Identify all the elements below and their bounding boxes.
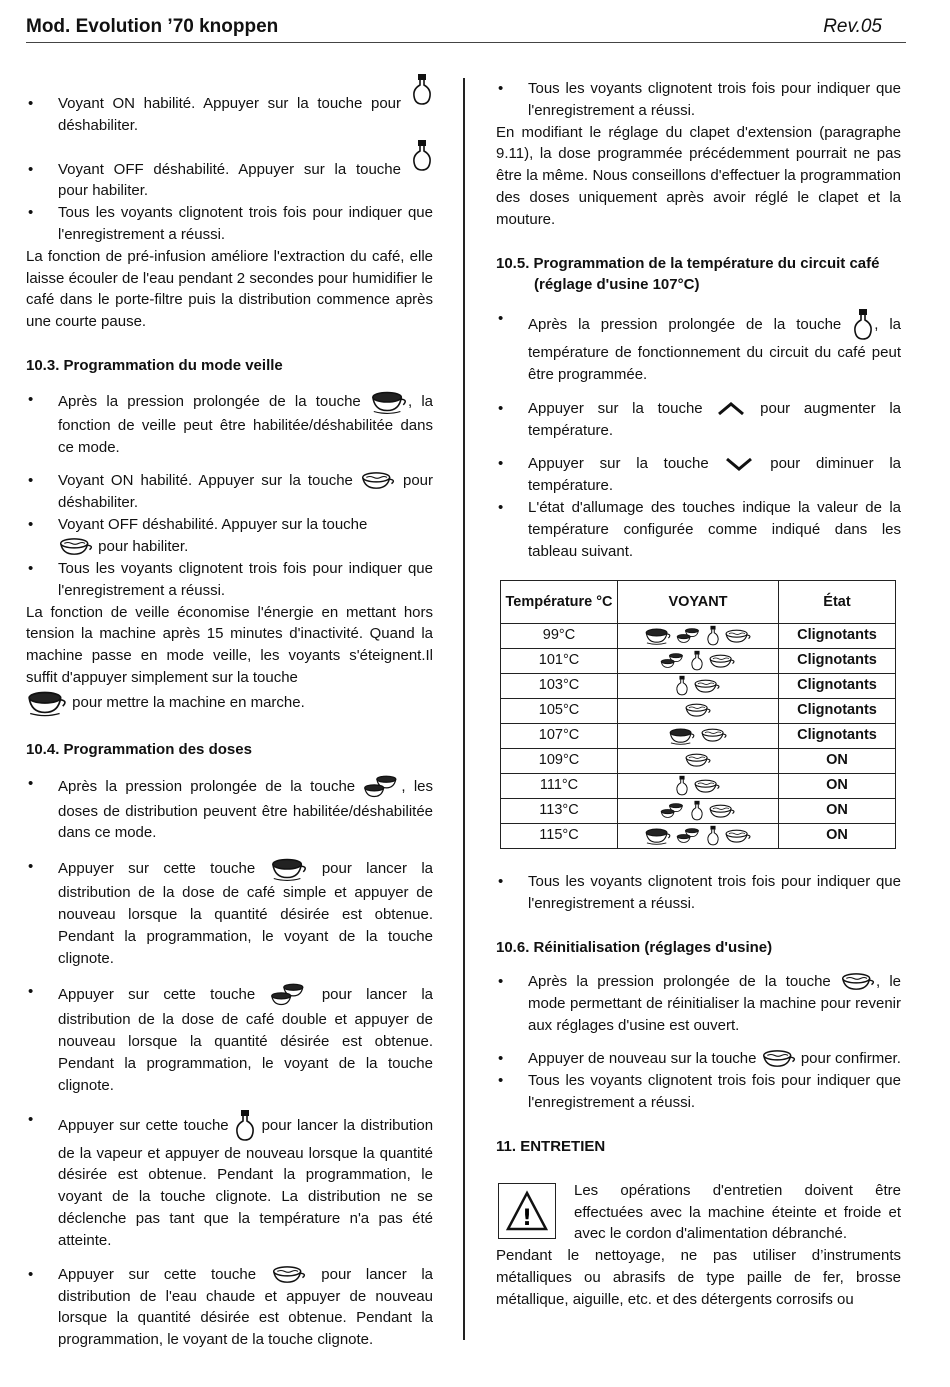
left-column [26, 93, 433, 1351]
svg-text:!: ! [521, 1205, 533, 1231]
cup-water-icon [58, 536, 94, 558]
section-heading: 10.4. Programmation des doses [26, 740, 252, 758]
temperature-cell: 113°C [501, 799, 618, 824]
chevron-up-icon [716, 401, 746, 417]
steam-icon [706, 625, 720, 647]
cup-water-icon [684, 702, 712, 719]
state-cell: ON [779, 824, 896, 849]
section-heading: 10.6. Réinitialisation (réglages d'usine) [496, 938, 773, 956]
list-item: • Après la pression prolongée de la touche , la température de fonctionnement du circuit du café peut être programmée. [496, 308, 901, 386]
temperature-cell: 99°C [501, 624, 618, 649]
voyant-cell [618, 724, 779, 749]
list-item: • Tous les voyants clignotent trois fois pour indiquer que l'enregistrement a réussi. [26, 202, 433, 246]
steam-icon [675, 675, 689, 697]
state-cell: Clignotants [779, 699, 896, 724]
paragraph: Pendant le nettoyage, ne pas utiliser d’instruments métalliques ou abrasifs de type paille de fer, brosse métallique, aiguille, etc. et des détergents corrosifs ou [496, 1247, 901, 1308]
list-item: • Appuyer sur la touche pour augmenter la température. [496, 398, 901, 442]
table-row [501, 774, 896, 799]
cup-single-icon [26, 689, 68, 717]
list-item: • Appuyer sur cette touche pour lancer la distribution de l'eau chaude et appuyer de nouveau lorsque la quantité désirée est obtenue. Pendant la programmation, le voyant de la touche clignote. [26, 1264, 433, 1351]
steam-icon [706, 825, 720, 847]
table-row [501, 624, 896, 649]
section-subheading: (réglage d'usine 107°C) [534, 276, 700, 294]
list-item: • Tous les voyants clignotent trois fois pour indiquer que l'enregistrement a réussi. [496, 871, 901, 915]
steam-icon [675, 775, 689, 797]
state-cell: Clignotants [779, 674, 896, 699]
temperature-cell: 115°C [501, 824, 618, 849]
list-item: • Appuyer de nouveau sur la touche pour confirmer. [496, 1048, 901, 1070]
section-heading: 10.5. Programmation de la température du circuit café [496, 254, 880, 272]
cup-water-icon [761, 1048, 797, 1070]
voyant-cell [618, 774, 779, 799]
voyant-cell [618, 699, 779, 724]
cup-single-icon [270, 856, 308, 882]
list-item: • Tous les voyants clignotent trois fois pour indiquer que l'enregistrement a réussi. [496, 1070, 901, 1114]
voyant-cell [618, 649, 779, 674]
right-column [496, 78, 901, 1311]
list-item: • Tous les voyants clignotent trois fois pour indiquer que l'enregistrement a réussi. [26, 558, 433, 602]
table-row [501, 724, 896, 749]
cup-double-icon [660, 652, 686, 670]
section-heading: 11. ENTRETIEN [496, 1137, 606, 1155]
cup-double-icon [270, 981, 308, 1009]
table-header-row [501, 581, 896, 624]
list-item: • Appuyer sur la touche pour diminuer la température. [496, 453, 901, 497]
steam-icon [411, 139, 433, 173]
voyant-cell [618, 674, 779, 699]
list-item: • Appuyer sur cette touche pour lancer la distribution de la vapeur et appuyer de nouveau lorsque la quantité désirée est obtenue. Pendant la programmation, le voyant de la touche clignote. La distribution ne se déclenche pas tant que la température n'a pas été atteinte. [26, 1109, 433, 1252]
steam-icon [234, 1109, 256, 1143]
warning-block: ! Les opérations d'entretien doivent être effectuées avec la machine éteinte et froide et avec le cordon d'alimentation débranché. [496, 1180, 901, 1245]
list-item: • Tous les voyants clignotent trois fois pour indiquer que l'enregistrement a réussi. [496, 78, 901, 122]
page-header [26, 14, 906, 43]
table-header: Température °C [501, 581, 618, 624]
section-heading: 10.3. Programmation du mode veille [26, 356, 283, 374]
cup-single-icon [644, 627, 672, 645]
column-divider [463, 78, 465, 1340]
state-cell: Clignotants [779, 649, 896, 674]
chevron-down-icon [724, 456, 754, 472]
list-item: • Voyant OFF déshabilité. Appuyer sur la touche pour habiliter. [26, 159, 433, 203]
state-cell: ON [779, 799, 896, 824]
temperature-cell: 109°C [501, 749, 618, 774]
list-item: • Appuyer sur cette touche pour lancer la distribution de la dose de café double et appuyer de nouveau lorsque la quantité désirée est obtenue. Pendant la programmation, le voyant de la touche clignote. [26, 981, 433, 1096]
cup-water-icon [360, 470, 396, 492]
document-title: Mod. Evolution ’70 knoppen [26, 16, 279, 37]
voyant-cell [618, 624, 779, 649]
cup-double-icon [363, 773, 401, 801]
list-item: • L'état d'allumage des touches indique la valeur de la température configurée comme indiqué dans les tableau suivant. [496, 497, 901, 562]
paragraph: La fonction de pré-infusion améliore l'extraction du café, elle laisse écouler de l'eau pendant 2 secondes pour humidifier le café dans le porte-filtre puis la distribution commence après une courte pause. [26, 247, 433, 331]
cup-single-icon [668, 727, 696, 745]
table-header: État [779, 581, 896, 624]
cup-water-icon [700, 727, 728, 744]
cup-water-icon [724, 628, 752, 645]
table-row [501, 699, 896, 724]
voyant-cell [618, 799, 779, 824]
cup-water-icon [724, 828, 752, 845]
paragraph: En modifiant le réglage du clapet d'extension (paragraphe 9.11), la dose programmée précédemment pourrait ne pas être la même. Nous conseillons d'effectuer la programmation des doses uniquement après avoir réglé le clapet et la mouture. [496, 123, 901, 228]
cup-double-icon [660, 802, 686, 820]
cup-water-icon [684, 752, 712, 769]
cup-water-icon [840, 971, 876, 993]
table-row [501, 799, 896, 824]
list-item: • Appuyer sur cette touche pour lancer la distribution de la dose de café simple et appuyer de nouveau lorsque la quantité désirée est obtenue. Pendant la programmation, le voyant de la touche clignote. [26, 856, 433, 969]
temperature-cell: 103°C [501, 674, 618, 699]
steam-icon [690, 650, 704, 672]
table-header: VOYANT [618, 581, 779, 624]
cup-water-icon [693, 678, 721, 695]
cup-double-icon [676, 827, 702, 845]
table-row [501, 649, 896, 674]
voyant-cell [618, 824, 779, 849]
state-cell: Clignotants [779, 624, 896, 649]
steam-icon [411, 73, 433, 107]
table-row [501, 674, 896, 699]
steam-icon [690, 800, 704, 822]
temperature-table [500, 580, 896, 849]
table-row [501, 749, 896, 774]
table-row [501, 824, 896, 849]
list-item: • Après la pression prolongée de la touche , le mode permettant de réinitialiser la machine pour revenir aux réglages d'usine est ouvert. [496, 971, 901, 1037]
warning-icon [498, 1183, 556, 1239]
cup-single-icon [370, 389, 408, 415]
cup-single-icon [644, 827, 672, 845]
temperature-cell: 111°C [501, 774, 618, 799]
list-item: • Après la pression prolongée de la touche , la fonction de veille peut être habilitée/déshabilitée dans ce mode. [26, 389, 433, 459]
cup-double-icon [676, 627, 702, 645]
cup-water-icon [693, 778, 721, 795]
list-item: • Voyant OFF déshabilité. Appuyer sur la touche pour habiliter. [26, 514, 433, 558]
temperature-cell: 105°C [501, 699, 618, 724]
state-cell: Clignotants [779, 724, 896, 749]
state-cell: ON [779, 749, 896, 774]
state-cell: ON [779, 774, 896, 799]
voyant-cell [618, 749, 779, 774]
cup-water-icon [708, 653, 736, 670]
steam-icon [852, 308, 874, 342]
cup-water-icon [271, 1264, 307, 1286]
list-item: • Voyant ON habilité. Appuyer sur la touche pour déshabiliter. [26, 93, 433, 137]
paragraph: La fonction de veille économise l'énergie en mettant hors tension la machine après 15 minutes d'inactivité. Quand la machine passe en mode veille, les voyants s'éteignent.Il suffit d'appuyer simplement sur la touche pour mettre la machine en marche. [26, 602, 433, 717]
list-item: • Voyant ON habilité. Appuyer sur la touche pour déshabiliter. [26, 470, 433, 514]
list-item: • Après la pression prolongée de la touche , les doses de distribution peuvent être habilitée/déshabilitée dans ce mode. [26, 773, 433, 845]
revision-label: Rev.05 [823, 16, 882, 37]
temperature-cell: 107°C [501, 724, 618, 749]
temperature-cell: 101°C [501, 649, 618, 674]
cup-water-icon [708, 803, 736, 820]
